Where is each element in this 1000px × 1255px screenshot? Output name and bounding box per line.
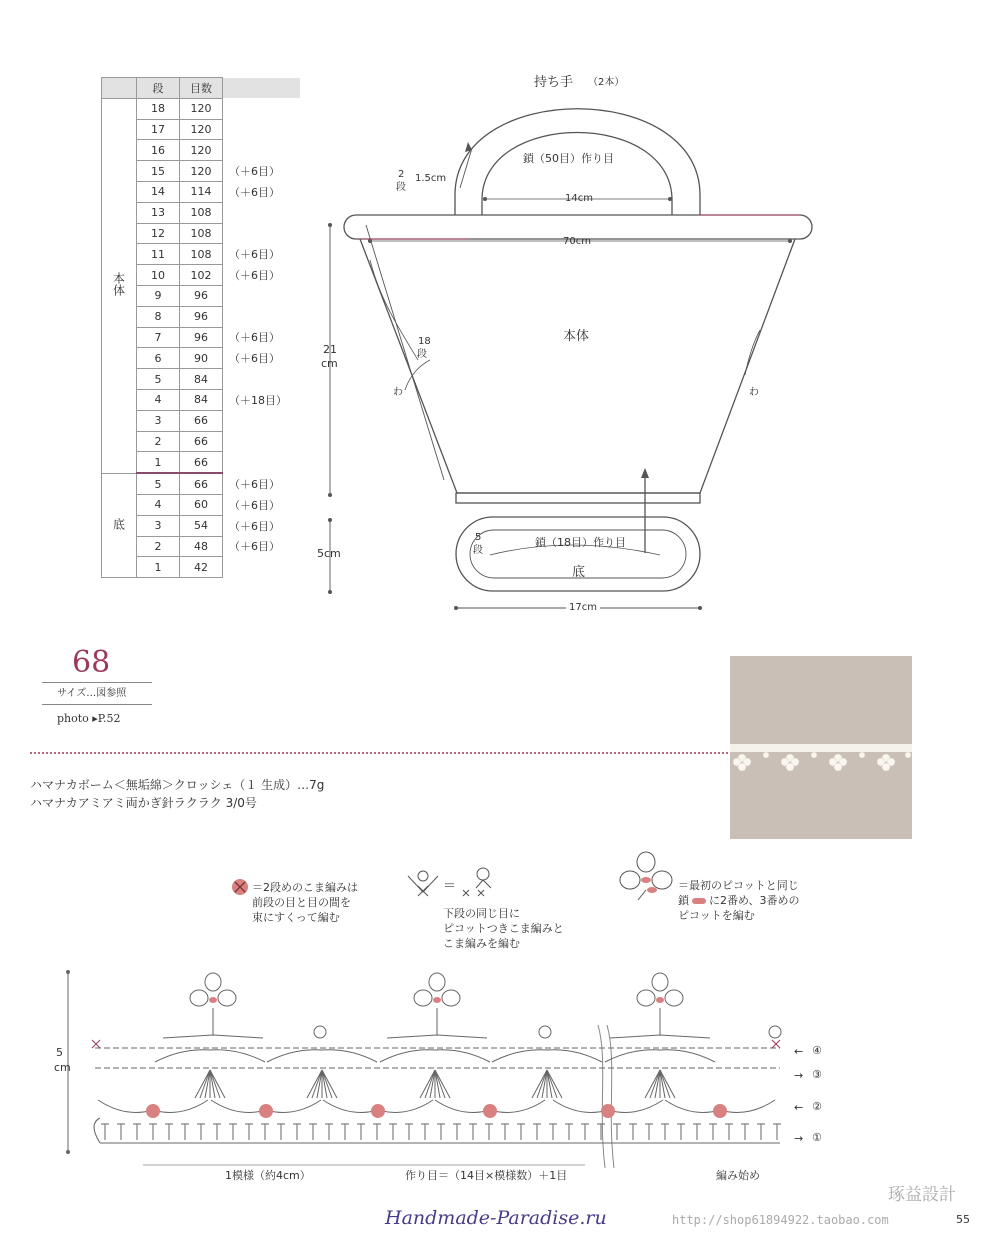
fan-stitch (547, 1070, 557, 1098)
base-chain-label: 鎖（18目）作り目 (535, 536, 626, 549)
stitch-symbol (613, 1124, 621, 1140)
stitch-count-cell: 108 (180, 223, 223, 244)
stitch-symbol (229, 1124, 237, 1140)
increase-note-cell: （＋6目） (229, 331, 280, 345)
increase-note-cell: （＋6目） (229, 185, 280, 199)
base-rows-num: 5 (475, 532, 482, 543)
row-label-2: ② (812, 1100, 822, 1113)
row-number-cell: 3 (137, 515, 180, 536)
turning-chain (94, 1118, 100, 1143)
stitch-symbol (245, 1124, 253, 1140)
body-height-unit: cm (321, 357, 338, 370)
handle-rows-num: 2 (398, 169, 405, 180)
stitch-count-cell: 48 (180, 536, 223, 557)
wa-left: わ (393, 387, 403, 398)
handle-title: 持ち手 (534, 75, 574, 90)
stitch-symbol (773, 1124, 781, 1140)
page-number: 55 (956, 1213, 970, 1226)
stitch-symbol (629, 1124, 637, 1140)
photo-ref: photo ▸P.52 (57, 712, 121, 725)
stitch-symbol (373, 1124, 381, 1140)
stitch-symbol (197, 1124, 205, 1140)
row-number-cell: 16 (137, 140, 180, 161)
body-rows-unit: 段 (417, 349, 427, 360)
stitch-symbol (341, 1124, 349, 1140)
handle-rows-unit: 段 (396, 182, 406, 193)
picot-mark (209, 997, 217, 1003)
pink-sc-dot (371, 1104, 385, 1118)
row-arrow-4: ← (794, 1045, 804, 1058)
stitch-count-cell: 114 (180, 181, 223, 202)
stitch-count-cell: 120 (180, 161, 223, 182)
stitch-symbol (149, 1124, 157, 1140)
row-number-cell: 1 (137, 557, 180, 578)
stitch-symbol (181, 1124, 189, 1140)
base-band (456, 493, 700, 503)
stitch-symbol (165, 1124, 173, 1140)
table-header-stitches: 目数 (180, 78, 223, 99)
row-label-3: ③ (812, 1068, 822, 1081)
pink-sc-dot (601, 1104, 615, 1118)
base-label: 底 (572, 565, 586, 580)
body-rows-num: 18 (418, 336, 431, 347)
start-label: 編み始め (716, 1169, 760, 1182)
fan-stitch (210, 1070, 220, 1098)
lace-photo (730, 656, 912, 839)
stitch-symbol (549, 1124, 557, 1140)
stitch-symbol (277, 1124, 285, 1140)
pink-sc-dot (259, 1104, 273, 1118)
stitch-symbol (757, 1124, 765, 1140)
base-height-label: 5cm (317, 547, 341, 560)
fan-stitch (650, 1070, 660, 1098)
row-number-cell: 7 (137, 327, 180, 348)
crochet-chart (0, 960, 1000, 1180)
stitch-count-cell: 42 (180, 557, 223, 578)
stitch-symbol (437, 1124, 445, 1140)
handle-height-label: 1.5cm (415, 173, 447, 184)
increase-note-cell: （＋6目） (229, 269, 280, 283)
material-hook: ハマナカアミアミ両かぎ針ラクラク 3/0号 (30, 796, 257, 810)
dotted-separator (30, 752, 732, 754)
stitch-symbol (213, 1124, 221, 1140)
stitch-count-cell: 60 (180, 494, 223, 515)
repeat-label: 1模様（約4cm） (225, 1169, 311, 1182)
chain-arc (155, 1050, 265, 1062)
section-label: 底 (111, 517, 126, 530)
row-arrow-3: → (794, 1069, 804, 1082)
picot-petal (652, 973, 668, 991)
base-width-label: 17cm (566, 603, 600, 613)
stitch-symbol (597, 1124, 605, 1140)
row-number-cell: 18 (137, 98, 180, 119)
site-watermark: Handmade-Paradise.ru (385, 1207, 607, 1229)
stitch-symbol (677, 1124, 685, 1140)
stitch-symbol (309, 1124, 317, 1140)
small-picot (769, 1026, 781, 1038)
stitch-count-cell: 120 (180, 98, 223, 119)
stitch-symbol (709, 1124, 717, 1140)
stitch-symbol (133, 1124, 141, 1140)
wa-right: わ (749, 387, 759, 398)
row-label-1: ① (812, 1131, 822, 1144)
fan-stitch (312, 1070, 322, 1098)
section-label: 本体 (111, 272, 126, 297)
picot-cluster-symbol (616, 850, 678, 908)
row-number-cell: 3 (137, 410, 180, 431)
stitch-symbol (405, 1124, 413, 1140)
handle-width-label: 14cm (565, 193, 593, 204)
stitch-count-cell: 54 (180, 515, 223, 536)
picot-mark (433, 997, 441, 1003)
legend-item-3: ＝最初のピコットと同じ 鎖 に2番め、3番めの ピコットを編む (678, 879, 800, 922)
picot-petal (442, 990, 460, 1006)
row-number-cell: 12 (137, 223, 180, 244)
small-picot (539, 1026, 551, 1038)
stitch-symbol (421, 1124, 429, 1140)
row-number-cell: 4 (137, 389, 180, 410)
stitch-symbol (741, 1124, 749, 1140)
row-number-cell: 5 (137, 369, 180, 390)
fan-stitch (322, 1070, 332, 1098)
small-picot (314, 1026, 326, 1038)
picot-petal (429, 973, 445, 991)
fan-stitch (660, 1070, 670, 1098)
row-number-cell: 5 (137, 473, 180, 494)
chart-height-num: 5 (56, 1046, 63, 1059)
chain-arc (267, 1050, 377, 1062)
fan-stitch (435, 1070, 445, 1098)
row-arrow-2: ← (794, 1101, 804, 1114)
stitch-symbol (517, 1124, 525, 1140)
divider (42, 704, 152, 705)
stitch-count-cell: 96 (180, 285, 223, 306)
stitch-count-cell: 66 (180, 452, 223, 473)
end-mark (92, 1040, 100, 1048)
stitch-symbol (725, 1124, 733, 1140)
rim-width-label: 70cm (563, 236, 591, 247)
stitch-count-cell: 66 (180, 410, 223, 431)
increase-note-cell: （＋6目） (229, 540, 280, 554)
handle-chain-label: 鎖（50目）作り目 (523, 152, 614, 165)
picot-chain (610, 1035, 710, 1038)
stitch-count-cell: 108 (180, 202, 223, 223)
stitch-count-cell: 120 (180, 140, 223, 161)
row-number-cell: 14 (137, 181, 180, 202)
stitch-symbol (501, 1124, 509, 1140)
shop-watermark: http://shop61894922.taobao.com (672, 1213, 889, 1227)
pattern-number: 68 (72, 645, 111, 680)
row-number-cell: 4 (137, 494, 180, 515)
pink-sc-dot (483, 1104, 497, 1118)
increase-note-cell: （＋18目） (229, 393, 287, 407)
row-number-cell: 17 (137, 119, 180, 140)
picot-petal (205, 973, 221, 991)
stitch-count-cell: 120 (180, 119, 223, 140)
stitch-symbol (261, 1124, 269, 1140)
row-number-cell: 1 (137, 452, 180, 473)
increase-note-cell: （＋6目） (229, 519, 280, 533)
stitch-symbol (469, 1124, 477, 1140)
size-line: サイズ…図参照 (57, 688, 127, 699)
stitch-count-cell: 108 (180, 244, 223, 265)
stitch-count-cell: 90 (180, 348, 223, 369)
row-number-cell: 6 (137, 348, 180, 369)
fan-stitch (200, 1070, 210, 1098)
legend-item-2: 下段の同じ目に ピコットつきこま編みと こま編みを編む (443, 907, 564, 950)
pink-sc-dot (713, 1104, 727, 1118)
stitch-symbol (453, 1124, 461, 1140)
stitch-symbol (101, 1124, 109, 1140)
body-label: 本体 (563, 329, 590, 344)
divider (42, 682, 152, 683)
increase-note-cell: （＋6目） (229, 477, 280, 491)
stitch-count-cell: 102 (180, 265, 223, 286)
stitch-symbol (325, 1124, 333, 1140)
stitch-count-cell: 66 (180, 473, 223, 494)
base-rows-unit: 段 (473, 545, 483, 556)
row-number-cell: 9 (137, 285, 180, 306)
fan-stitch (537, 1070, 547, 1098)
stitch-symbol (485, 1124, 493, 1140)
picot-petal (218, 990, 236, 1006)
stitch-symbol (661, 1124, 669, 1140)
pink-sc-dot (146, 1104, 160, 1118)
increase-note-cell: （＋6目） (229, 248, 280, 262)
chain-arc (605, 1050, 715, 1062)
row-number-cell: 13 (137, 202, 180, 223)
picot-mark (656, 997, 664, 1003)
row-number-cell: 15 (137, 161, 180, 182)
stitch-count-cell: 66 (180, 431, 223, 452)
stitch-symbol (581, 1124, 589, 1140)
chain-arc (492, 1050, 602, 1062)
picot-petal (665, 990, 683, 1006)
picot-petal (414, 990, 432, 1006)
stitch-symbol (357, 1124, 365, 1140)
stitch-symbol (565, 1124, 573, 1140)
increase-note-cell: （＋6目） (229, 498, 280, 512)
foundation-label: 作り目＝（14目×模様数）＋1目 (405, 1169, 568, 1182)
handle-count: （2本） (588, 77, 625, 88)
body-height-num: 21 (323, 343, 337, 356)
picot-chain (387, 1035, 487, 1038)
stitch-count-cell: 84 (180, 389, 223, 410)
end-mark (772, 1040, 780, 1048)
picot-petal (637, 990, 655, 1006)
stitch-symbol (693, 1124, 701, 1140)
chart-height-unit: cm (54, 1061, 71, 1074)
table-header-row: 段 (137, 78, 180, 99)
stitch-symbol (645, 1124, 653, 1140)
stitch-symbol (117, 1124, 125, 1140)
body-outline (360, 236, 795, 493)
row-arrow-1: → (794, 1132, 804, 1145)
stitch-symbol (533, 1124, 541, 1140)
lace-edging-image (730, 738, 912, 782)
row-number-cell: 8 (137, 306, 180, 327)
stitch-count-cell: 96 (180, 306, 223, 327)
increase-note-cell: （＋6目） (229, 165, 280, 179)
row-number-cell: 10 (137, 265, 180, 286)
stitch-count-cell: 84 (180, 369, 223, 390)
fan-stitch (425, 1070, 435, 1098)
row-number-cell: 11 (137, 244, 180, 265)
row-number-cell: 2 (137, 536, 180, 557)
legend-equals: ＝ (443, 879, 457, 894)
legend-item-1: ＝2段めのこま編みは 前段の目と目の間を 束にすくって編む (252, 881, 358, 924)
pink-x-symbol (230, 877, 250, 897)
watermark-cn: 琢益設計 (888, 1185, 956, 1205)
row-number-cell: 2 (137, 431, 180, 452)
picot-chain (163, 1035, 263, 1038)
row-label-4: ④ (812, 1044, 822, 1057)
material-yarn: ハマナカボーム＜無垢綿＞クロッシェ（１ 生成）…7g (30, 778, 325, 792)
stitch-count-cell: 96 (180, 327, 223, 348)
increase-note-cell: （＋6目） (229, 352, 280, 366)
stitch-symbol (389, 1124, 397, 1140)
stitch-symbol (293, 1124, 301, 1140)
chain-arc (380, 1050, 490, 1062)
picot-petal (190, 990, 208, 1006)
